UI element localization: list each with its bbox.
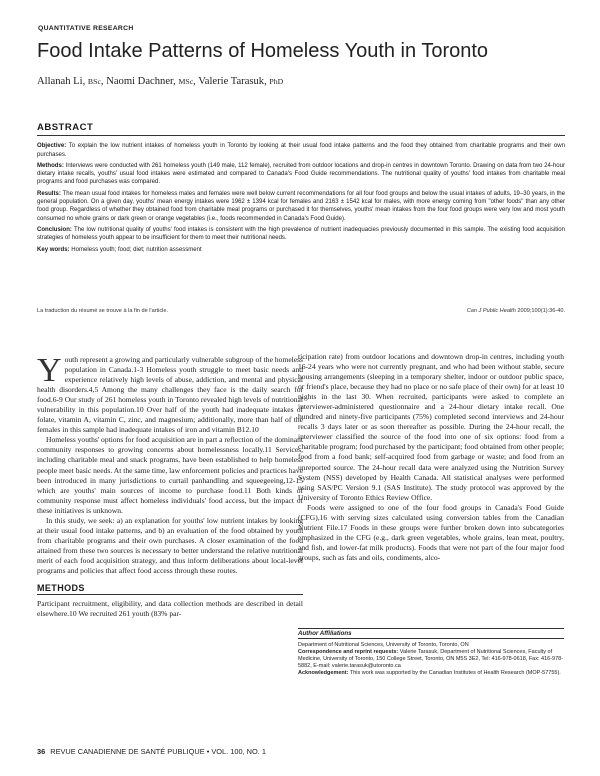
results-text: The mean usual food intakes for homeless males and females were well below current recommendations for all four food groups and below the usual intakes of adults, 19–30 years, in the general population. On a given day, youths' mean energy intakes were 1962 ± 1394 kcal for females and 2163 ± 1542 kcal for males, with more energy coming from "other foods" than any other food group. Regardless of whether they obtained food from charitable meal programs or purchased it for themselves, youths' mean intakes from the four food groups were very low and most youth consumed no whole grains or dark green or orange vegetables (i.e., foods recommended in Canada's Food Guide). bbox=[37, 190, 565, 222]
correspondence-info bbox=[298, 649, 564, 670]
affiliation-department: Department of Nutritional Sciences, University of Toronto, Toronto, ON bbox=[298, 642, 469, 649]
section-label: QUANTITATIVE RESEARCH bbox=[38, 25, 134, 32]
translation-note: La traduction du résumé se trouve à la fin de l'article. bbox=[37, 308, 169, 314]
citation-journal: Can J Public Health bbox=[466, 308, 516, 314]
abstract-keywords bbox=[37, 246, 565, 254]
conclusion-text: The low nutritional quality of youths' food intakes is consistent with the high prevalence of nutrient inadequacies previously documented in this sample. The existing food acquisition strategies of homeless youth appear to be insufficient for them to meet their nutritional needs. bbox=[37, 226, 565, 242]
author-degree: BSc bbox=[87, 77, 101, 86]
body-paragraph: In this study, we seek: a) an explanation for youths' low nutrient intakes by looking at their usual food intake patterns, and b) an evaluation of the food obtained by youth from charitable programs and their own purchases. A closer examination of the food attained from these two sources is necessary to better understand the relative nutritional merit of each food acquisition strategy, and thus inform deliberations about local-level programs and policies that affect food access through these routes. bbox=[37, 515, 303, 575]
author-name: Allanah Li, bbox=[37, 76, 88, 87]
abstract-box bbox=[37, 122, 565, 253]
author-degree: PhD bbox=[269, 77, 284, 86]
body-column-left bbox=[37, 352, 303, 619]
acknowledgement-label: Acknowledgement: bbox=[298, 670, 349, 677]
results-label: Results: bbox=[37, 190, 61, 197]
body-column-right bbox=[298, 352, 564, 563]
author-affiliations-box bbox=[298, 628, 564, 678]
citation-details: 2009;100(1):36-40. bbox=[515, 308, 565, 314]
abstract-objective bbox=[37, 142, 565, 159]
paragraph-text: outh represent a growing and particularly vulnerable subgroup of the homeless population in Canada.1-3 Homeless youth struggle to meet basic needs and experience relatively high levels of abuse, addiction, and mental and physical health disorders.4,5 Among the many challenges they face is the daily search for food.6-9 Our study of 261 homeless youth in Toronto revealed high levels of nutritional vulnerability in this population.10 Over half of the youth had inadequate intakes of folate, vitamin A, vitamin C, zinc, and magnesium; additionally, more than half of the females in this sample had inadequate intakes of iron and vitamin B12.10 bbox=[37, 355, 303, 435]
objective-text: To explain the low nutrient intakes of homeless youth in Toronto by looking at their usual food intake patterns and the food they obtained from charitable programs and their own purchases. bbox=[37, 143, 565, 158]
methods-text: Interviews were conducted with 261 homeless youth (149 male, 112 female), recruited from outdoor locations and drop-in centres in downtown Toronto. Drawing on data from two 24-hour dietary intake recalls, youths' usual food intakes were estimated and compared to Canada's Food Guide recommendations. The nutritional quality of youths' food intakes from charitable meal programs and food purchases was compared. bbox=[37, 162, 565, 186]
journal-citation bbox=[467, 308, 565, 314]
affiliations-heading: Author Affiliations bbox=[298, 628, 564, 639]
author-list bbox=[37, 76, 283, 87]
correspondence-text: Valerie Tarasuk, Department of Nutritional Sciences, Faculty of Medicine, University of Toronto, 150 College Street, Toronto, ON M5S 3E2, Tel: 416-978-0618, Fax: 416-978-5882, E-mail: valerie.tarasuk@utoronto.ca bbox=[298, 649, 564, 670]
acknowledgement-text: This work was supported by the Canadian Institutes of Health Research (MOP-57755). bbox=[348, 670, 561, 677]
keywords-text: Homeless youth; food; diet; nutrition assessment bbox=[69, 246, 202, 253]
drop-cap: Y bbox=[37, 352, 62, 389]
methods-label: Methods: bbox=[37, 162, 64, 169]
author-name: , Naomi Dachner, bbox=[100, 76, 179, 87]
author-name: , Valerie Tarasuk, bbox=[193, 76, 270, 87]
correspondence-label: Correspondence and reprint requests: bbox=[298, 649, 399, 656]
methods-heading: METHODS bbox=[37, 583, 303, 595]
abstract-heading: ABSTRACT bbox=[37, 122, 565, 136]
body-paragraph: Homeless youths' options for food acquisition are in part a reflection of the dominant community responses to growing concerns about homelessness locally.11 Services, including charitable meal and snack programs, have been established to help homeless people meet basic needs. At the same time, law enforcement policies and practices have been introduced in many jurisdictions to curtail panhandling and squeegeeing,12-15 which are youths' main sources of income to purchase food.11 Both kinds of community response must affect homeless individuals' food access, but the impact of these initiatives is unknown. bbox=[37, 435, 303, 515]
author-degree: MSc bbox=[178, 77, 194, 86]
conclusion-label: Conclusion: bbox=[37, 226, 72, 233]
page-number: 36 bbox=[37, 747, 46, 756]
page-footer bbox=[37, 747, 266, 756]
abstract-conclusion bbox=[37, 226, 565, 243]
body-paragraph bbox=[37, 352, 303, 435]
abstract-methods bbox=[37, 162, 565, 187]
article-title: Food Intake Patterns of Homeless Youth in Toronto bbox=[37, 40, 489, 62]
body-paragraph: Participant recruitment, eligibility, and data collection methods are described in detail elsewhere.10 We recruited 261 youth (83% par- bbox=[37, 599, 303, 619]
body-paragraph: Foods were assigned to one of the four food groups in Canada's Food Guide (CFG),16 with serving sizes calculated using conversion tables from the Canadian Nutrient File.17 Foods in these groups were further broken down into subcategories emphasized in the CFG (e.g., dark green vegetables, whole grains, lean meat, poultry, and fish, and lower-fat milk products). Foods that were not part of the four major food groups, such as fats and oils, condiments, alco- bbox=[298, 502, 564, 562]
keywords-label: Key words: bbox=[37, 246, 70, 253]
objective-label: Objective: bbox=[37, 143, 67, 150]
journal-footer-line: REVUE CANADIENNE DE SANTÉ PUBLIQUE • VOL. 100, NO. 1 bbox=[50, 747, 266, 756]
abstract-results bbox=[37, 190, 565, 223]
acknowledgement-info bbox=[298, 670, 564, 677]
body-paragraph: ticipation rate) from outdoor locations and downtown drop-in centres, including youth 16-24 years who were not currently pregnant, and who had been without stable, secure housing arrangements (sleeping in a temporary shelter, indoor or outdoor public space, or friend's place, because they had no place or no safe place of their own) for at least 10 nights in the last 30. When recruited, participants were asked to complete an interviewer-administered questionnaire and a 24-hour dietary intake recall. One hundred and ninety-five participants (75%) completed second interviews and 24-hour recalls 3 days later or as soon thereafter as possible. During the 24-hour recall, the interviewer classified the source of the food into one of six options: food from a charitable program; food purchased by the participant; food obtained from other people; food from a food bank; self-acquired food from garbage or waste; and food from an unreported source. The 24-hour recall data were analyzed using the Nutrition Survey System (NSS) developed by Health Canada. All statistical analyses were performed using SAS/PC Version 9.1 (SAS Institute). The study protocol was approved by the University of Toronto Ethics Review Office. bbox=[298, 352, 564, 502]
